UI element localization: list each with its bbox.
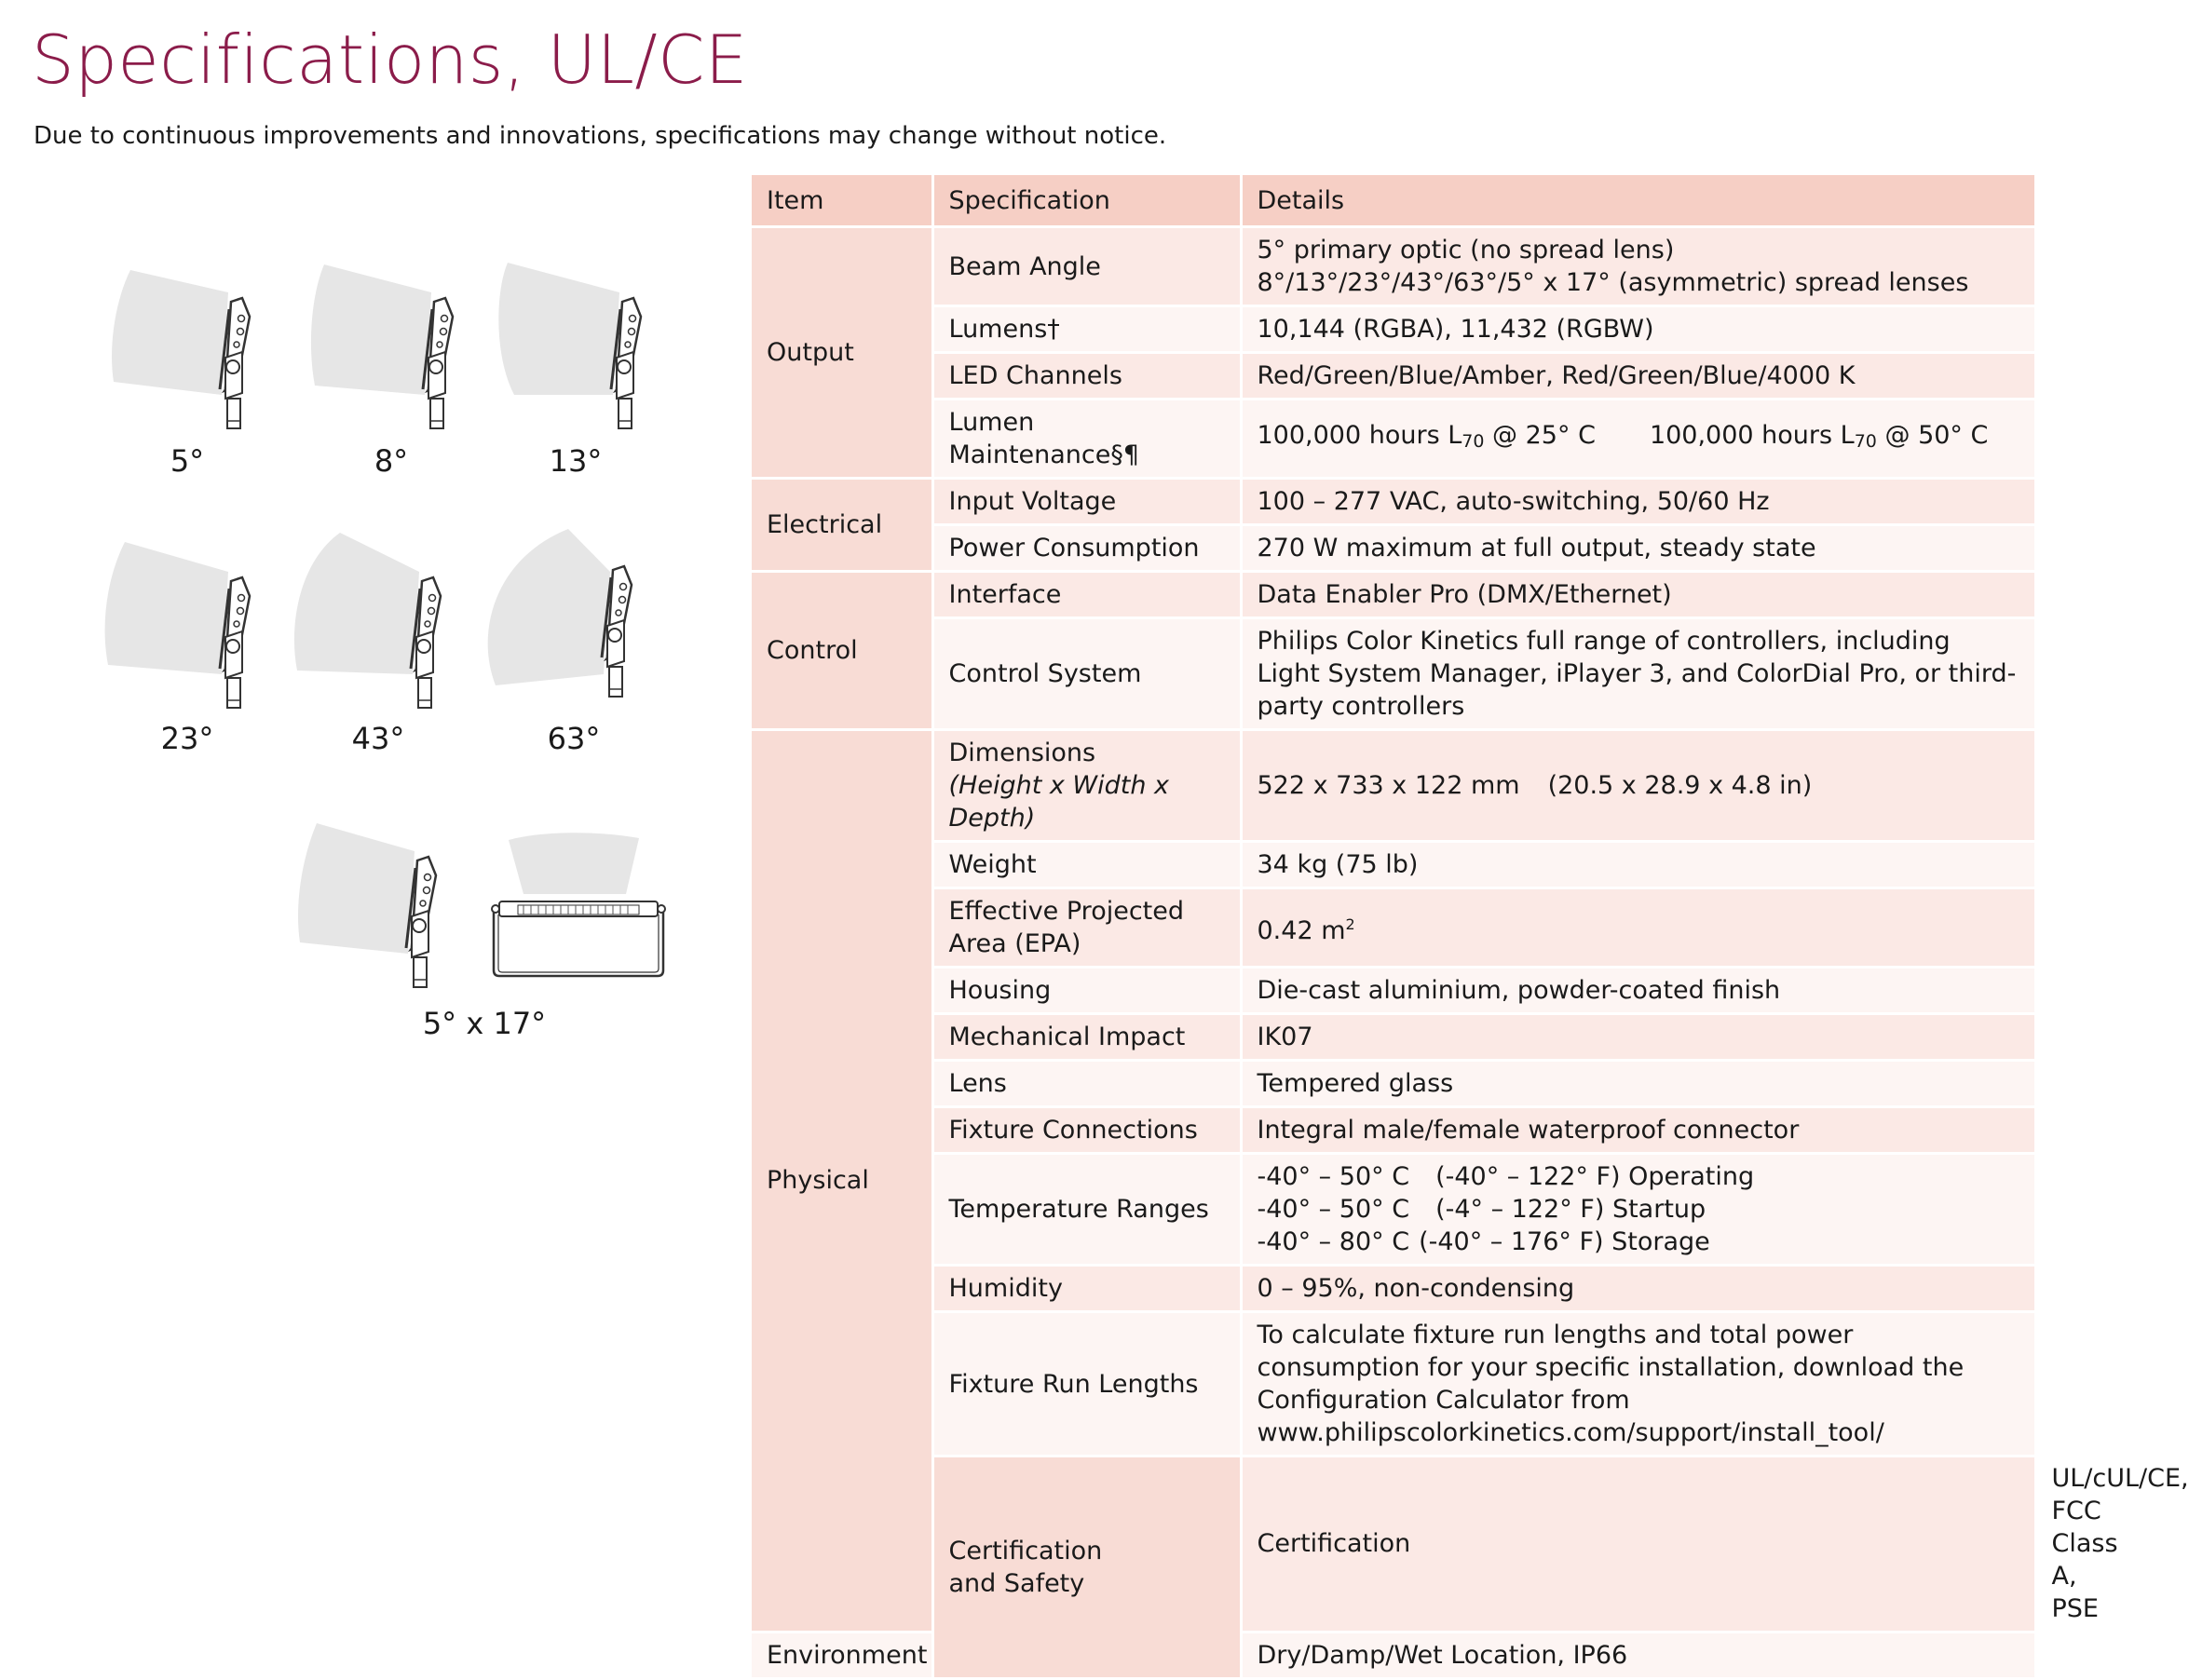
group-certification-line-1: Certification bbox=[948, 1536, 1103, 1565]
specifications-table bbox=[752, 175, 2189, 1680]
spec-label bbox=[932, 730, 1241, 842]
spec-label: Input Voltage bbox=[932, 479, 1241, 525]
table-row: Certification and Safety Certification UL/cUL/CE, FCC Class A, PSE bbox=[752, 1456, 2035, 1633]
spec-value: Die-cast aluminium, powder-coated finish bbox=[1241, 968, 2035, 1014]
beam-illustration-43 bbox=[284, 533, 489, 710]
epa-value: 0.42 m bbox=[1257, 916, 1346, 945]
group-output: Output bbox=[752, 227, 932, 479]
table-row bbox=[752, 1014, 2035, 1061]
lumen-maint-b-text: 100,000 hours L bbox=[1649, 421, 1855, 450]
spec-value: 34 kg (75 lb) bbox=[1241, 842, 2035, 888]
table-row bbox=[752, 572, 2035, 618]
table-row bbox=[752, 353, 2035, 400]
spec-label: Interface bbox=[932, 572, 1241, 618]
spec-value: 0 – 95%, non-condensing bbox=[1241, 1266, 2035, 1312]
table-row bbox=[752, 618, 2035, 730]
lumen-maint-a-temp: @ 25° C bbox=[1484, 421, 1596, 450]
spec-value: Dry/Damp/Wet Location, IP66 bbox=[1241, 1632, 2035, 1678]
beam-illustration-13 bbox=[484, 253, 689, 430]
spec-label: Weight bbox=[932, 842, 1241, 888]
beam-angle-label: 23° bbox=[160, 721, 214, 756]
spec-value: Tempered glass bbox=[1241, 1061, 2035, 1107]
spec-value bbox=[1241, 1154, 2035, 1266]
header-item: Item bbox=[752, 175, 932, 227]
beam-angle-line-2: 8°/13°/23°/43°/63°/5° x 17° (asymmetric) spread lenses bbox=[1257, 268, 1969, 297]
spec-label: Lumen Maintenance§¶ bbox=[932, 400, 1241, 479]
table-row bbox=[752, 479, 2035, 525]
spec-value: Red/Green/Blue/Amber, Red/Green/Blue/4000 K bbox=[1241, 353, 2035, 400]
temp-startup bbox=[1258, 1193, 2019, 1226]
table-header-row bbox=[752, 175, 2035, 227]
spec-label: Certification bbox=[1241, 1456, 2035, 1633]
dimensions-sublabel: (Height x Width x Depth) bbox=[948, 771, 1170, 833]
spec-value bbox=[1241, 730, 2035, 842]
table-row bbox=[752, 1154, 2035, 1266]
header-specification: Specification bbox=[932, 175, 1241, 227]
temp-startup-c: -40° – 50° C bbox=[1257, 1195, 1410, 1224]
table-row bbox=[752, 1312, 2035, 1456]
table-row bbox=[752, 525, 2035, 572]
spec-label: Lens bbox=[932, 1061, 1241, 1107]
dimensions-imperial: (20.5 x 28.9 x 4.8 in) bbox=[1547, 771, 1813, 800]
page-title: Specifications, UL/CE bbox=[32, 20, 748, 99]
spec-label: Beam Angle bbox=[932, 227, 1241, 306]
group-certification bbox=[932, 1456, 1241, 1679]
spec-value: 10,144 (RGBA), 11,432 (RGBW) bbox=[1241, 306, 2035, 353]
beam-illustration-5 bbox=[93, 253, 298, 430]
group-electrical: Electrical bbox=[752, 479, 932, 572]
spec-label: Lumens† bbox=[932, 306, 1241, 353]
beam-angle-label: 5° x 17° bbox=[422, 1006, 547, 1041]
spec-value: Integral male/female waterproof connector bbox=[1241, 1107, 2035, 1154]
spec-value: Philips Color Kinetics full range of controllers, including Light System Manager, iPlayer 3, and ColorDial Pro, or third-party controllers bbox=[1241, 618, 2035, 730]
table-row bbox=[752, 842, 2035, 888]
beam-angle-label: 8° bbox=[374, 443, 409, 479]
spec-value: Data Enabler Pro (DMX/Ethernet) bbox=[1241, 572, 2035, 618]
table-row bbox=[752, 306, 2035, 353]
temp-operating-f: (-40° – 122° F) Operating bbox=[1435, 1162, 1755, 1191]
group-physical: Physical bbox=[752, 730, 932, 1633]
spec-value bbox=[1241, 400, 2035, 479]
table-row bbox=[752, 888, 2035, 968]
spec-value bbox=[1241, 888, 2035, 968]
temp-startup-f: (-4° – 122° F) Startup bbox=[1435, 1195, 1706, 1224]
dimensions-metric: 522 x 733 x 122 mm bbox=[1257, 771, 1520, 800]
spec-label: Fixture Run Lengths bbox=[932, 1312, 1241, 1456]
table-row bbox=[752, 227, 2035, 306]
lumen-maint-a-text: 100,000 hours L bbox=[1257, 421, 1462, 450]
temp-storage-c: -40° – 80° C bbox=[1257, 1227, 1410, 1256]
table-row bbox=[752, 1266, 2035, 1312]
beam-illustration-8 bbox=[296, 253, 501, 430]
spec-label: Housing bbox=[932, 968, 1241, 1014]
temp-storage bbox=[1258, 1226, 2019, 1258]
temp-operating bbox=[1258, 1160, 2019, 1193]
beam-angle-label: 43° bbox=[351, 721, 405, 756]
spec-label: Control System bbox=[932, 618, 1241, 730]
group-control: Control bbox=[752, 572, 932, 730]
lumen-maint-b-sub: 70 bbox=[1854, 431, 1877, 452]
spec-value: 270 W maximum at full output, steady state bbox=[1241, 525, 2035, 572]
spec-label: Effective Projected Area (EPA) bbox=[932, 888, 1241, 968]
spec-value: To calculate fixture run lengths and total power consumption for your specific installation, download the Configuration Calculator from www.philipscolorkinetics.com/support/install_tool/ bbox=[1241, 1312, 2035, 1456]
beam-illustration-5x17-side bbox=[279, 812, 484, 989]
temp-operating-c: -40° – 50° C bbox=[1257, 1162, 1410, 1191]
table-row bbox=[752, 1107, 2035, 1154]
table-row bbox=[752, 400, 2035, 479]
beam-illustration-63 bbox=[475, 522, 680, 698]
spec-label: Humidity bbox=[932, 1266, 1241, 1312]
table-row bbox=[752, 1061, 2035, 1107]
beam-illustration-23 bbox=[93, 533, 298, 710]
lumen-maint-b bbox=[1650, 421, 1988, 450]
table-row bbox=[752, 968, 2035, 1014]
lumen-maint-a bbox=[1258, 421, 1596, 450]
beam-angle-label: 13° bbox=[549, 443, 603, 479]
epa-unit-sup: 2 bbox=[1345, 915, 1355, 933]
header-details: Details bbox=[1241, 175, 2035, 227]
table-row bbox=[752, 730, 2035, 842]
spec-value: 100 – 277 VAC, auto-switching, 50/60 Hz bbox=[1241, 479, 2035, 525]
lumen-maint-b-temp: @ 50° C bbox=[1876, 421, 1989, 450]
temp-storage-f: (-40° – 176° F) Storage bbox=[1419, 1227, 1710, 1256]
beam-angle-label: 63° bbox=[547, 721, 601, 756]
group-certification-line-2: and Safety bbox=[948, 1568, 1085, 1598]
spec-label: Temperature Ranges bbox=[932, 1154, 1241, 1266]
dimensions-label: Dimensions bbox=[948, 738, 1096, 767]
spec-label: LED Channels bbox=[932, 353, 1241, 400]
spec-label: Power Consumption bbox=[932, 525, 1241, 572]
spec-label: Environment bbox=[752, 1632, 932, 1678]
beam-angle-label: 5° bbox=[170, 443, 205, 479]
spec-label: Mechanical Impact bbox=[932, 1014, 1241, 1061]
spec-value: IK07 bbox=[1241, 1014, 2035, 1061]
lumen-maint-a-sub: 70 bbox=[1462, 431, 1485, 452]
spec-value bbox=[1241, 227, 2035, 306]
spec-label: Fixture Connections bbox=[932, 1107, 1241, 1154]
beam-angle-line-1: 5° primary optic (no spread lens) bbox=[1257, 236, 1675, 264]
page-subtitle: Due to continuous improvements and innovations, specifications may change without notice. bbox=[34, 122, 1167, 150]
beam-illustration-5x17-front bbox=[486, 812, 691, 989]
